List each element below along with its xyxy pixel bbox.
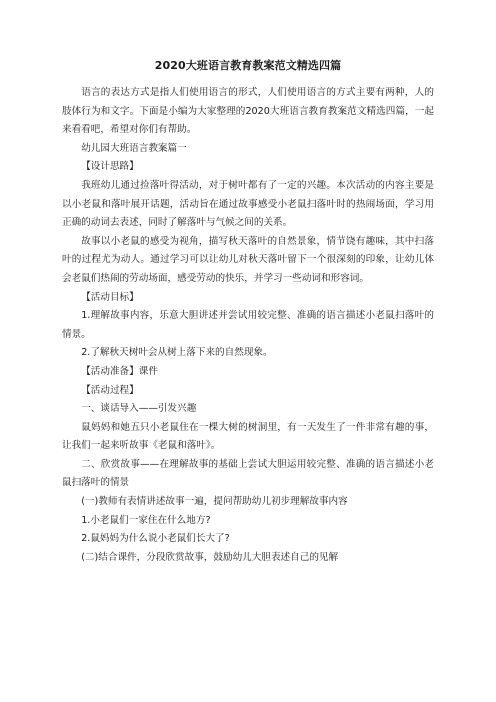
lesson-heading: 幼儿园大班语言教案篇一 [81,142,187,154]
process-step-1-text: 鼠妈妈和她五只小老鼠住在一棵大树的树洞里，有一天发生了一件非常有趣的事，让我们一起来听故事《老鼠和落叶》。 [62,421,434,452]
section-goals-heading: 【活动目标】 [81,291,139,303]
process-substep-1: (一)教师有表情讲述故事一遍，提问帮助幼儿初步理解故事内容 [81,496,348,508]
design-paragraph-2: 故事以小老鼠的感受为视角，描写秋天落叶的自然景象，情节饶有趣味，其中扫落叶的过程尤为动人。通过学习可以让幼儿对秋天落叶留下一个很深刻的印象，让幼儿体会老鼠们热闹的劳动场面，感受劳动的快乐，并学习一些动词和形容词。 [62,235,434,284]
goal-item-2: 2.了解秋天树叶会从树上落下来的自然现象。 [81,347,273,359]
intro-paragraph: 语言的表达方式是指人们使用语言的形式，人们使用语言的方式主要有两种，人的肢体行为和文字。下面是小编为大家整理的2020大班语言教育教案范文精选四篇，一起来看看吧，希望对你们有帮助。 [62,87,434,136]
document-title: 2020大班语言教育教案范文精选四篇 [154,59,342,72]
design-paragraph-1: 我班幼儿通过捡落叶得活动，对于树叶都有了一定的兴趣。本次活动的内容主要是以小老鼠和落叶展开话题，活动旨在通过故事感受小老鼠扫落叶时的热闹场面，学习用正确的动词去表述，同时了解落叶与气候之间的关系。 [62,179,434,229]
process-step-1-heading: 一、谈话导入——引发兴趣 [81,403,197,415]
process-step-2-heading: 二、欣赏故事——在理解故事的基础上尝试大胆运用较完整、准确的语言描述小老鼠扫落叶的情景 [62,458,434,489]
section-design-heading: 【设计思路】 [81,161,139,173]
goal-item-1: 1.理解故事内容，乐意大胆讲述并尝试用较完整、准确的语言描述小老鼠扫落叶的情景。 [62,310,434,340]
process-substep-2: (二)结合课件，分段欣赏故事，鼓励幼儿大胆表述自己的见解 [81,551,339,563]
section-process-heading: 【活动过程】 [81,384,139,396]
document-body [62,84,434,567]
question-item-2: 2.鼠妈妈为什么说小老鼠们长大了? [81,533,230,545]
section-preparation-heading: 【活动准备】课件 [81,365,158,377]
question-item-1: 1.小老鼠们一家住在什么地方? [81,514,211,526]
